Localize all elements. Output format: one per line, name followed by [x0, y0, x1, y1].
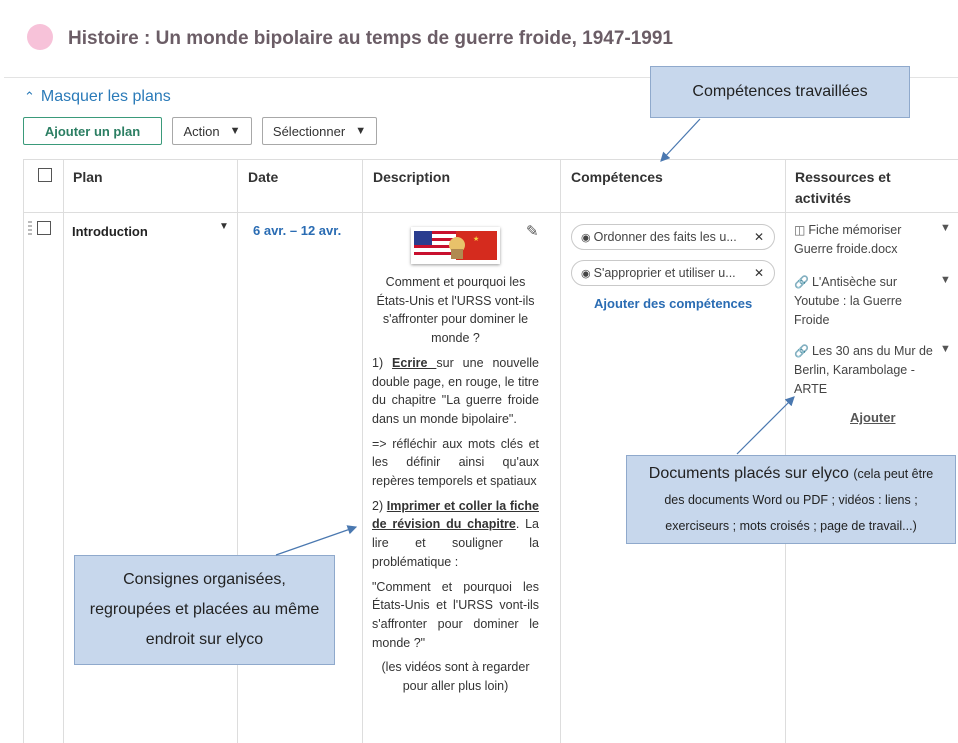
resource-item[interactable]: [794, 221, 934, 259]
add-plan-label: Ajouter un plan: [44, 123, 141, 139]
svg-text:★: ★: [473, 235, 480, 243]
file-icon: ◫: [794, 223, 806, 237]
resource-menu-caret-icon[interactable]: ▼: [940, 343, 951, 355]
callout-consignes: [74, 555, 335, 665]
toggle-plans-label: Masquer les plans: [40, 88, 171, 105]
header-description: Description: [373, 169, 451, 185]
add-resource-link[interactable]: Ajouter: [850, 410, 896, 425]
page-title: Histoire : Un monde bipolaire au temps de guerre froide, 1947-1991: [68, 28, 674, 49]
description-step2: [372, 497, 539, 572]
caret-down-icon: ▼: [229, 125, 241, 137]
step2-text: . La lire et souligner la problématique :: [372, 517, 540, 569]
target-icon: ◉: [581, 267, 591, 280]
competence-label: S'approprier et utiliser u...: [593, 266, 736, 280]
link-icon: 🔗: [794, 275, 809, 289]
callout-documents: [626, 455, 956, 544]
header-date[interactable]: Date: [248, 169, 279, 185]
close-icon[interactable]: ✕: [753, 266, 764, 280]
competence-chip[interactable]: [571, 224, 775, 250]
callout-documents-text: [637, 461, 945, 539]
drag-handle[interactable]: [28, 221, 32, 235]
step2-number: 2): [372, 498, 384, 513]
callout-consignes-text: Consignes organisées, regroupées et placées au même endroit sur elyco: [89, 571, 320, 648]
resource-item[interactable]: [794, 273, 934, 330]
competence-label: Ordonner des faits les u...: [593, 230, 737, 244]
callout-documents-main: Documents placés sur elyco: [648, 464, 849, 482]
resource-menu-caret-icon[interactable]: ▼: [940, 222, 951, 234]
resource-menu-caret-icon[interactable]: ▼: [940, 274, 951, 286]
row-checkbox[interactable]: [37, 221, 51, 235]
header-competences: Compétences: [571, 169, 663, 185]
competence-chip[interactable]: [571, 260, 775, 286]
resource-label: Les 30 ans du Mur de Berlin, Karambolage - ARTE: [794, 344, 933, 396]
callout-documents-sub: (cela peut être des documents Word ou PDF ; vidéos : liens ; exerciseurs ; mots croisés ; page de travail...): [664, 466, 934, 533]
plan-description: [372, 273, 539, 702]
action-label: Action: [183, 123, 220, 139]
resource-label: L'Antisèche sur Youtube : la Guerre Froide: [794, 275, 902, 327]
resource-item[interactable]: [794, 342, 934, 399]
table-header-row: [24, 159, 958, 213]
add-competences-link[interactable]: Ajouter des compétences: [594, 296, 753, 311]
add-plan-button[interactable]: [23, 117, 162, 145]
link-icon: 🔗: [794, 344, 809, 358]
callout-competences: [650, 66, 910, 118]
resource-label: Fiche mémoriser Guerre froide.docx: [794, 223, 902, 256]
step1-bold: Ecrire: [392, 355, 437, 370]
plan-date[interactable]: 6 avr. – 12 avr.: [253, 223, 342, 238]
chevron-up-icon: ⌃: [24, 89, 35, 104]
select-label: Sélectionner: [272, 123, 346, 139]
step1-number: 1): [372, 355, 384, 370]
toggle-plans-link[interactable]: [24, 88, 171, 106]
action-dropdown[interactable]: [172, 117, 252, 145]
description-intro: Comment et pourquoi les États-Unis et l'URSS vont-ils s'affronter pour dominer le monde ?: [376, 275, 535, 346]
target-icon: ◉: [581, 231, 591, 244]
col-checkbox: [24, 159, 64, 743]
header-plan[interactable]: Plan: [73, 169, 103, 185]
arrow-competences: [661, 119, 700, 161]
select-dropdown[interactable]: [262, 117, 377, 145]
header-ressources: Ressources et activités: [795, 169, 891, 206]
plan-menu-caret-icon[interactable]: ▼: [219, 221, 229, 232]
us-ussr-flag-image: [411, 227, 500, 264]
description-step1b: => réfléchir aux mots clés et les définir ainsi qu'aux repères temporels et spatiaux: [372, 436, 539, 489]
course-color-dot: [27, 24, 53, 50]
description-quote: "Comment et pourquoi les États-Unis et l'URSS vont-ils s'affronter pour dominer le monde ?": [372, 579, 539, 650]
select-all-checkbox[interactable]: [38, 168, 52, 182]
description-step1: [372, 354, 539, 429]
plan-title[interactable]: Introduction: [72, 224, 148, 239]
caret-down-icon: ▼: [355, 125, 367, 137]
step1-text: sur une nouvelle double page, en rouge, le titre du chapitre "La guerre froide dans un monde bipolaire".: [372, 355, 540, 426]
edit-icon[interactable]: ✎: [526, 223, 539, 240]
step2-bold: Imprimer et coller la fiche de révision du chapitre: [372, 498, 539, 532]
close-icon[interactable]: ✕: [753, 230, 764, 244]
callout-competences-text: Compétences travaillées: [692, 83, 868, 100]
description-note: (les vidéos sont à regarder pour aller plus loin): [381, 660, 530, 694]
